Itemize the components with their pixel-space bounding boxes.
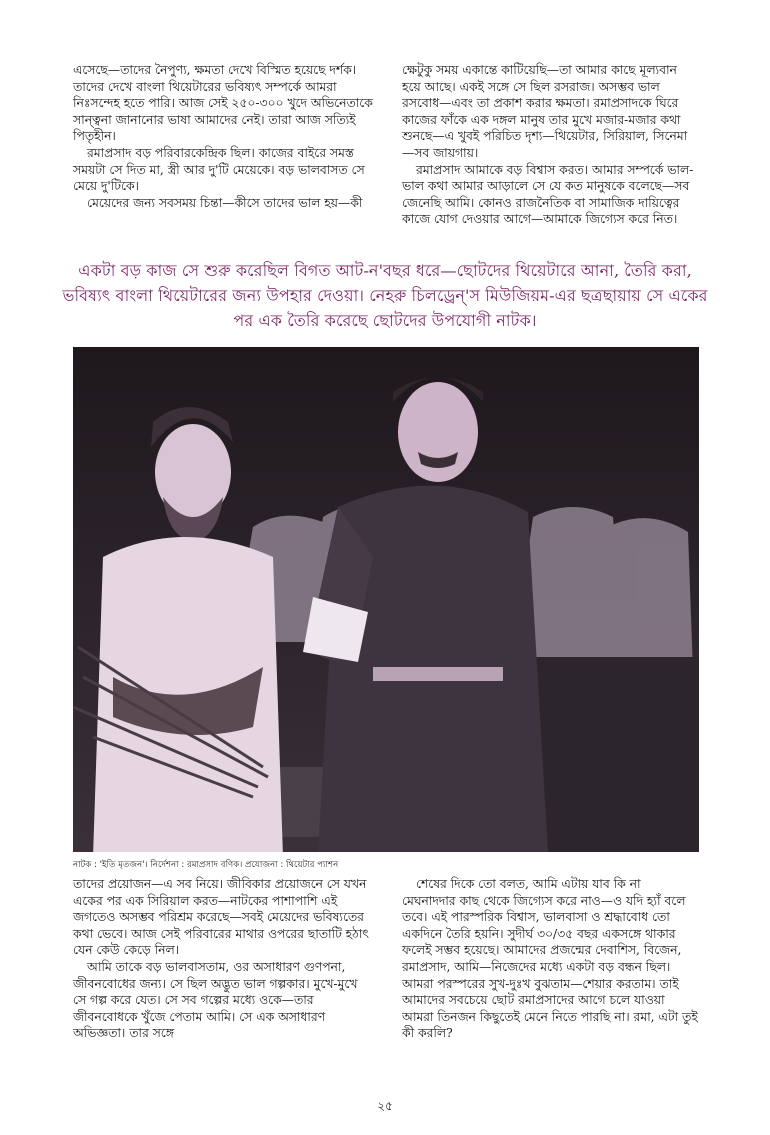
paragraph: ক্ষেটুকু সময় একান্তে কাটিয়েছি—তা আমার কাছে মূল্যবান হয়ে আছে। একই সঙ্গে সে ছিল রসরাজ। অসম্ভব ভাল রসবোধ—এবং তা প্রকাশ করার ক্ষমতা। রমাপ্রসাদকে ঘিরে কাজের ফাঁকে এক দঙ্গল মানুষ তার মুখে মজার-মজার কথা শুনছে—এ খুবই পরিচিত দৃশ্য—থিয়েটার, সিরিয়াল, সিনেমা—সব জায়গায়। (402, 63, 688, 160)
paragraph: আমি তাকে বড় ভালবাসতাম, ওর অসাধারণ গুণপনা, জীবনবোধের জন্য। সে ছিল অদ্ভুত ভাল গল্পকার। মুখে-মুখে সে গল্প করে যেত। সে সব গল্পের মধ্যে ওকে—তার জীবনবোধকে খুঁজে পেতাম আমি। সে এক অসাধারণ অভিজ্ঞতা। তার সঙ্গে (73, 959, 358, 1041)
stage-photo (73, 347, 699, 852)
page-number: ২৫ (377, 1099, 393, 1113)
paragraph: রমাপ্রসাদ বড় পরিবারকেন্দ্রিক ছিল। কাজের বাইরে সমস্ত সময়টা সে দিত মা, স্ত্রী আর দু'টি মেয়েকে। বড় ভালবাসত সে মেয়ে দু'টিকে। (73, 145, 365, 194)
column-bottom-right (402, 876, 698, 1042)
column-bottom-left (73, 876, 373, 1042)
pull-quote: একটা বড় কাজ সে শুরু করেছিল বিগত আট-ন'বছর ধরে—ছোটদের থিয়েটারে আনা, তৈরি করা, ভবিষ্যৎ বাংলা থিয়েটারের জন্য উপহার দেওয়া। নেহরু চিলড্রেন্'স মিউজিয়ম-এর ছত্রছায়ায় সে একের পর এক তৈরি করেছে ছোটদের উপযোগী নাটক। (62, 261, 708, 330)
column-top-left (73, 62, 373, 211)
column-top-right (402, 62, 698, 228)
paragraph: শেষের দিকে তো বলত, আমি এটায় যাব কি না মেঘনাদদার কাছ থেকে জিগ্যেস করে নাও—ও যদি হ্যাঁ বলে তবে। এই পারস্পরিক বিশ্বাস, ভালবাসা ও শ্রদ্ধাবোধ তো একদিনে তৈরি হয়নি। সুদীর্ঘ ৩০/৩৫ বছর একসঙ্গে থাকার ফলেই সম্ভব হয়েছে। আমাদের প্রজন্মের দেবাশিস, বিজেন, রমাপ্রসাদ, আমি—নিজেদের মধ্যে একটা বড় বন্ধন ছিল। আমরা পরস্পরের সুখ-দুঃখ বুঝতাম—শেয়ার করতাম। তাই আমাদের সবচেয়ে ছোট রমাপ্রসাদের আগে চলে যাওয়া আমরা তিনজন কিছুতেই মেনে নিতে পারছি না। রমা, এটা তুই কী করলি? (402, 877, 698, 1041)
paragraph: রমাপ্রসাদ আমাকে বড় বিশ্বাস করত। আমার সম্পর্কে ভাল-ভাল কথা আমার আড়ালে সে যে কত মানুষকে বলেছে—সব জেনেছি আমি। কোনও রাজনৈতিক বা সামাজিক দায়িত্বের কাজে যোগ দেওয়ার আগে—আমাকে জিগ্যেস করে নিত। (402, 162, 694, 227)
paragraph: তাদের প্রয়োজন—এ সব নিয়ে। জীবিকার প্রয়োজনে সে যখন একের পর এক সিরিয়াল করত—নাটকের পাশাপাশি এই জগতেও অসম্ভব পরিশ্রম করেছে—সবই মেয়েদের ভবিষ্যতের কথা ভেবে। আজ সেই পরিবারের মাথার ওপরের ছাতাটি হঠাৎ যেন কেউ কেড়ে নিল। (73, 877, 369, 958)
paragraph: মেয়েদের জন্য সবসময় চিন্তা—কীসে তাদের ভাল হয়—কী (87, 195, 363, 210)
paragraph: এসেছে—তাদের নৈপুণ্য, ক্ষমতা দেখে বিস্মিত হয়েছে দর্শক। তাদের দেখে বাংলা থিয়েটারের ভবিষ্যৎ সম্পর্কে আমরা নিঃসন্দেহ হতে পারি। আজ সেই ২৫০-৩০০ খুদে অভিনেতাকে সান্ত্বনা জানানোর ভাষা আমাদের নেই। তারা আজ সত্যিই পিতৃহীন। (73, 63, 373, 144)
stage-photo-illustration (73, 347, 699, 852)
photo-caption: নাটক : 'ইতি মৃতজন'। নির্দেশনা : রমাপ্রসাদ বণিক। প্রযোজনা : থিয়েটার প্যাশন (73, 860, 339, 870)
